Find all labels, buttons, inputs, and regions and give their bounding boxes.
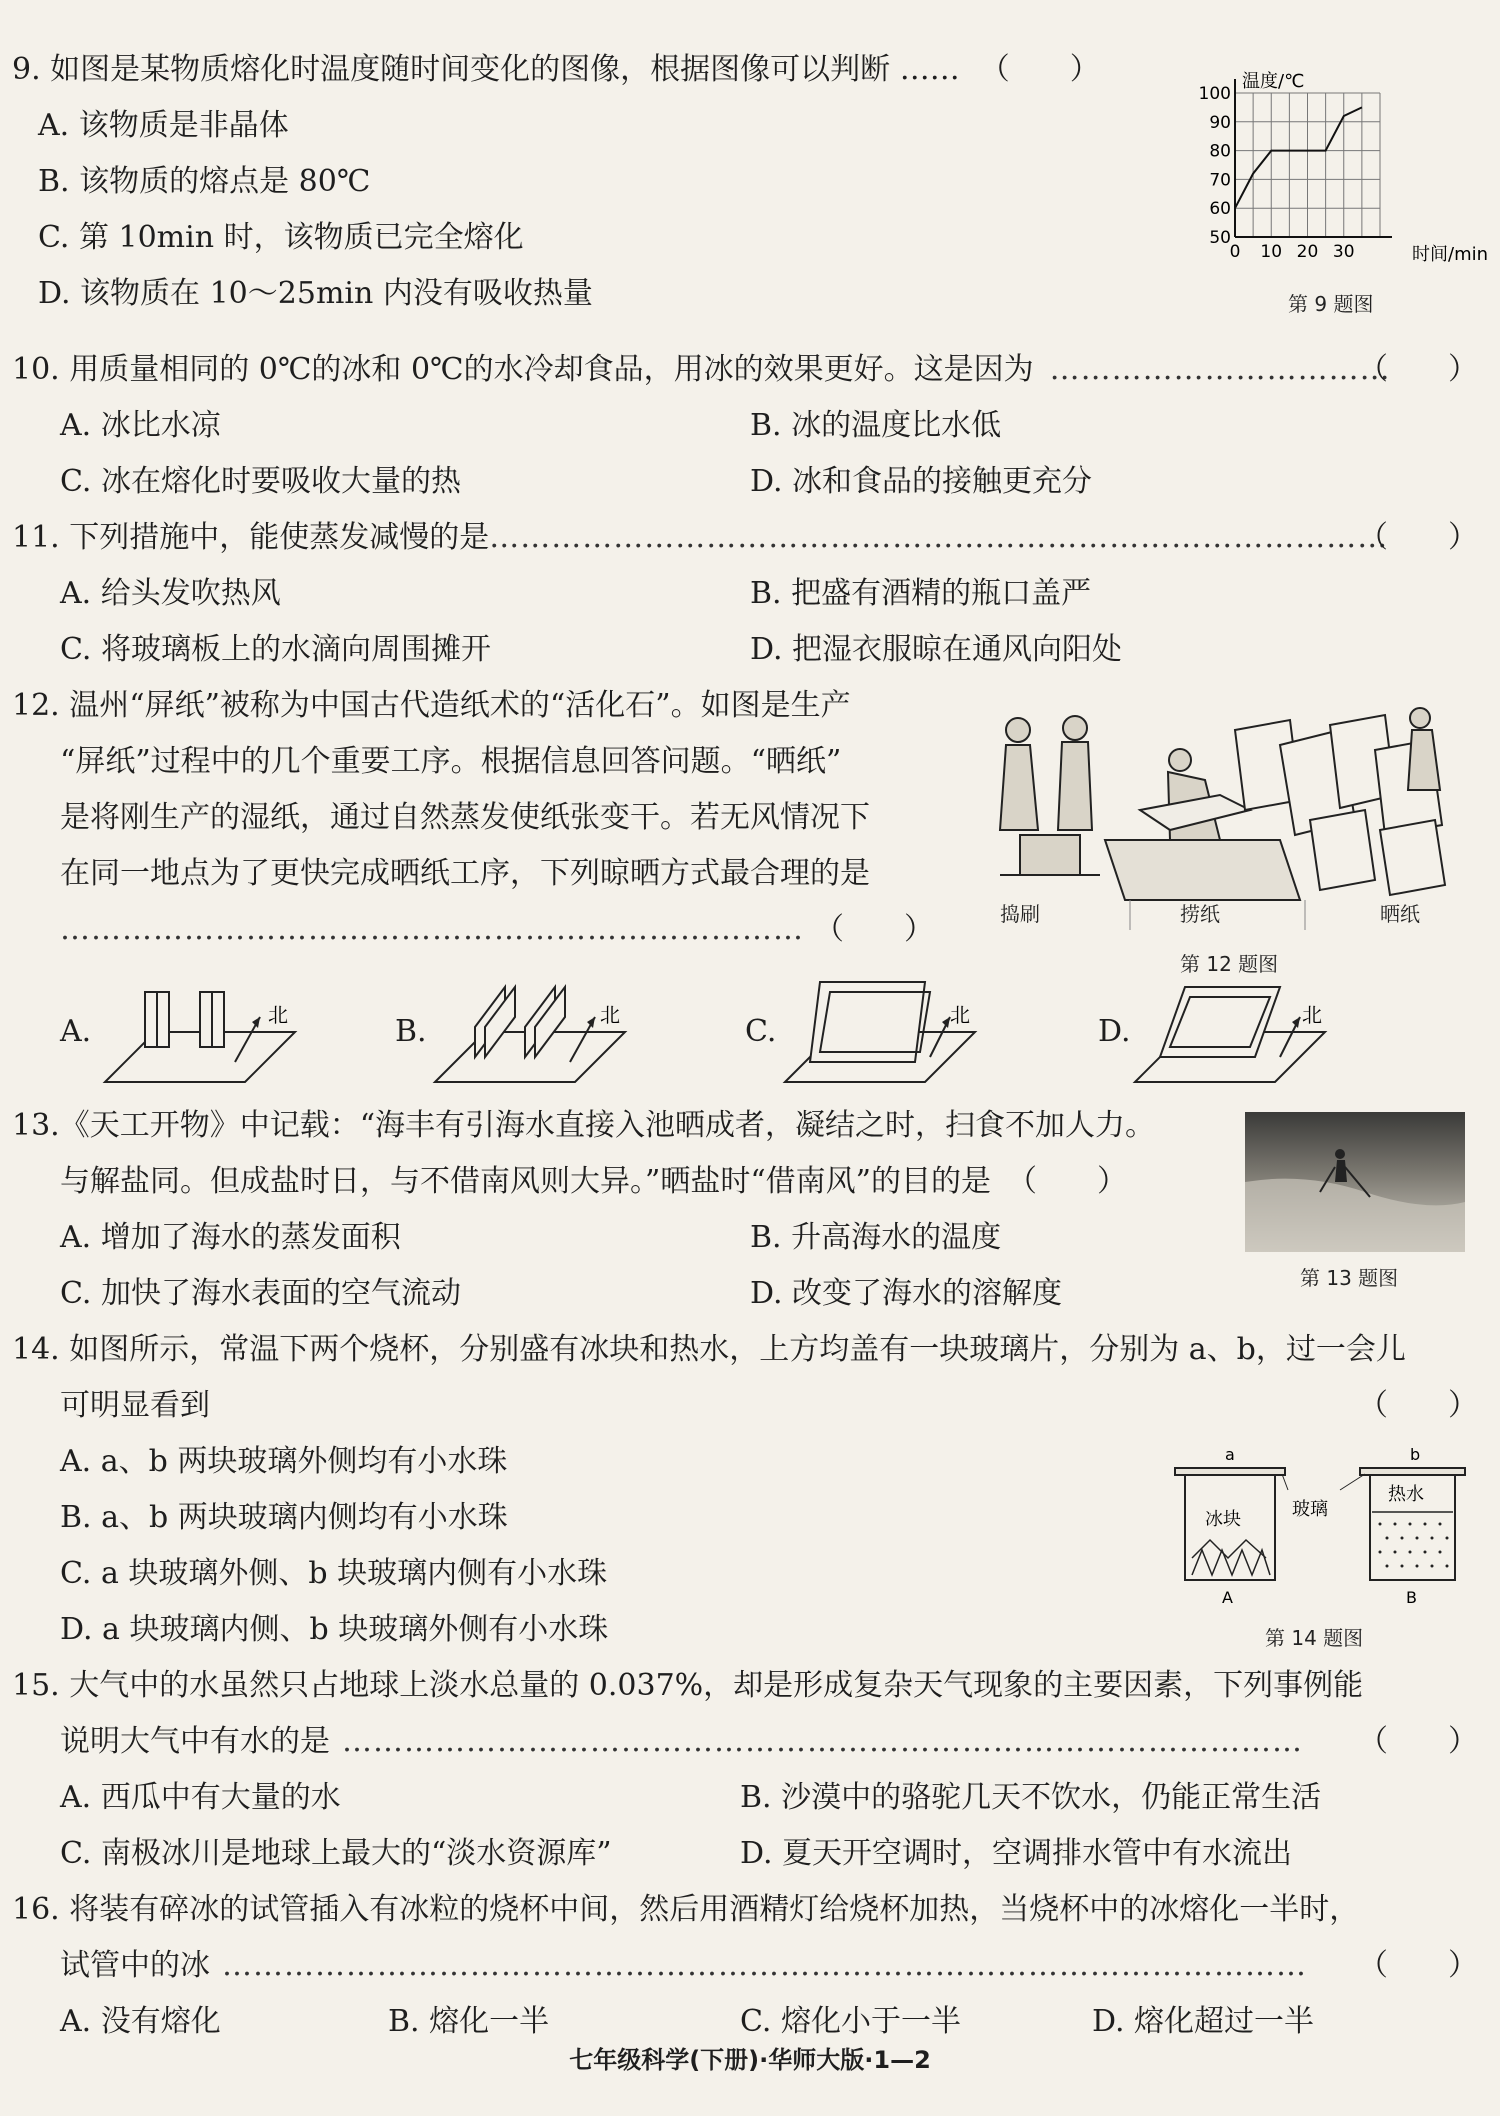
glass-label: 玻璃 xyxy=(1292,1499,1328,1520)
glass-b-label: b xyxy=(1410,1445,1421,1464)
q12-label-drying: 晒纸 xyxy=(1380,902,1420,926)
q11-bracket: （ ） xyxy=(1358,520,1478,555)
q14-option-c[interactable]: C. a 块玻璃外侧、b 块玻璃内侧有小水珠 xyxy=(60,1556,608,1591)
chart-x-tick-label: 0 xyxy=(1229,242,1241,262)
q16-option-a[interactable]: A. 没有熔化 xyxy=(60,2004,221,2039)
chart-y-tick-label: 90 xyxy=(1209,112,1231,133)
chart-x-tick-label: 20 xyxy=(1296,242,1319,262)
chart-x-tick-label: 10 xyxy=(1260,242,1283,262)
chart-y-tick-label: 80 xyxy=(1209,141,1231,162)
q15-bracket: （ ） xyxy=(1358,1724,1478,1759)
q9-caption: 第 9 题图 xyxy=(1288,292,1374,316)
q12-bracket: （ ） xyxy=(814,912,934,947)
chart-xlabel: 时间/min xyxy=(1412,244,1489,265)
q16-dots: …………………………………………………………………………………………… xyxy=(222,1948,1307,1983)
page-footer: 七年级科学(下册)·华师大版·1—2 xyxy=(569,2046,931,2074)
beaker-a-label: A xyxy=(1222,1588,1233,1607)
q11-stem-text: 11. 下列措施中，能使蒸发减慢的是 xyxy=(12,520,490,555)
q13-bracket: （ ） xyxy=(1007,1164,1128,1199)
pounding-figures xyxy=(1000,716,1100,875)
q12-a-north-label: 北 xyxy=(268,1003,288,1027)
q12-b-north-label: 北 xyxy=(600,1003,620,1027)
q12-option-d[interactable]: D. xyxy=(1098,1014,1131,1049)
chart-y-tick-label: 50 xyxy=(1209,228,1231,248)
q9-option-a[interactable]: A. 该物质是非晶体 xyxy=(38,108,289,143)
q12-label-pounding: 捣刷 xyxy=(1000,902,1040,926)
chart-y-tick-label: 60 xyxy=(1209,199,1231,220)
q12-option-c-figure[interactable] xyxy=(780,962,980,1092)
chart-y-ticks xyxy=(1199,84,1231,248)
q12-d-north-label: 北 xyxy=(1302,1003,1322,1027)
q16-line-1: 16. 将装有碎冰的试管插入有冰粒的烧杯中间，然后用酒精灯给烧杯加热，当烧杯中的冰熔化一半时， xyxy=(12,1892,1360,1927)
q12-dots: ……………………………………………………………… xyxy=(60,912,804,947)
q9-bracket: （ ） xyxy=(979,52,1100,87)
chart-ylabel: 温度/℃ xyxy=(1242,71,1305,92)
q12-option-a-figure[interactable] xyxy=(100,962,300,1092)
q13-line-1: 13.《天工开物》中记载：“海丰有引海水直接入池晒成者，凝结之时，扫食不加人力。 xyxy=(12,1108,1156,1143)
q9-option-c[interactable]: C. 第 10min 时，该物质已完全熔化 xyxy=(38,220,524,255)
q14-line-1: 14. 如图所示，常温下两个烧杯，分别盛有冰块和热水，上方均盖有一块玻璃片，分别为 a、b，过一会儿 xyxy=(12,1332,1406,1367)
q14-bracket: （ ） xyxy=(1358,1388,1478,1423)
q15-option-a[interactable]: A. 西瓜中有大量的水 xyxy=(60,1780,341,1815)
chart-grid xyxy=(1235,79,1392,237)
q16-bracket: （ ） xyxy=(1358,1948,1478,1983)
q9-stem xyxy=(12,50,1100,90)
q13-option-b[interactable]: B. 升高海水的温度 xyxy=(750,1220,1002,1255)
q9-option-b[interactable]: B. 该物质的熔点是 80℃ xyxy=(38,164,371,199)
beaker-b-label: B xyxy=(1406,1588,1417,1607)
q12-line-1: 12. 温州“屏纸”被称为中国古代造纸术的“活化石”。如图是生产 xyxy=(12,688,851,723)
q13-option-d[interactable]: D. 改变了海水的溶解度 xyxy=(750,1276,1063,1311)
q12-label-scooping: 捞纸 xyxy=(1180,902,1220,926)
q12-option-b-figure[interactable] xyxy=(430,962,630,1092)
q13-salt-pan-photo xyxy=(1245,1112,1465,1252)
q11-stem xyxy=(12,518,1388,558)
q9-option-d[interactable]: D. 该物质在 10～25min 内没有吸收热量 xyxy=(38,276,593,311)
q16-line-2 xyxy=(60,1946,1307,1986)
q11-option-a[interactable]: A. 给头发吹热风 xyxy=(60,576,281,611)
q14-option-d[interactable]: D. a 块玻璃内侧、b 块玻璃外侧有小水珠 xyxy=(60,1612,609,1647)
q12-option-d-figure[interactable] xyxy=(1130,962,1330,1092)
q10-bracket: （ ） xyxy=(1358,352,1478,387)
q15-dots: ………………………………………………………………………………… xyxy=(342,1724,1303,1759)
q13-line-2 xyxy=(60,1162,1127,1202)
glass-a-label: a xyxy=(1225,1445,1235,1464)
chart-x-ticks xyxy=(1230,242,1355,262)
chart-y-tick-label: 70 xyxy=(1209,170,1231,191)
q15-line-2-text: 说明大气中有水的是 xyxy=(60,1724,330,1759)
q10-stem xyxy=(12,350,1391,390)
q14-line-2: 可明显看到 xyxy=(60,1388,210,1423)
q11-option-b[interactable]: B. 把盛有酒精的瓶口盖严 xyxy=(750,576,1092,611)
ice-blocks xyxy=(1192,1540,1270,1575)
q15-line-1: 15. 大气中的水虽然只占地球上淡水总量的 0.037%，却是形成复杂天气现象的主要因素，下列事例能 xyxy=(12,1668,1364,1703)
q13-option-a[interactable]: A. 增加了海水的蒸发面积 xyxy=(60,1220,401,1255)
chart-x-tick-label: 30 xyxy=(1332,242,1355,262)
q15-option-c[interactable]: C. 南极冰川是地球上最大的“淡水资源库” xyxy=(60,1836,612,1871)
q12-line-3: 是将刚生产的湿纸，通过自然蒸发使纸张变干。若无风情况下 xyxy=(60,800,870,835)
q10-stem-text: 10. 用质量相同的 0℃的冰和 0℃的水冷却食品，用冰的效果更好。这是因为 xyxy=(12,352,1034,387)
q12-option-b[interactable]: B. xyxy=(395,1014,427,1049)
q12-dots-line xyxy=(60,910,934,950)
q14-beakers-figure xyxy=(1170,1440,1470,1610)
q11-dots: …………………………………………………………………………… xyxy=(489,520,1389,555)
q12-option-a[interactable]: A. xyxy=(60,1014,92,1049)
q12-line-2: “屏纸”过程中的几个重要工序。根据信息回答问题。“晒纸” xyxy=(60,744,842,779)
q12-c-north-label: 北 xyxy=(950,1003,970,1027)
q10-option-c[interactable]: C. 冰在熔化时要吸收大量的热 xyxy=(60,464,461,499)
hot-water-label: 热水 xyxy=(1388,1484,1424,1505)
q12-line-4: 在同一地点为了更快完成晒纸工序，下列晾晒方式最合理的是 xyxy=(60,856,870,891)
q15-option-b[interactable]: B. 沙漠中的骆驼几天不饮水，仍能正常生活 xyxy=(740,1780,1322,1815)
q16-option-c[interactable]: C. 熔化小于一半 xyxy=(740,2004,961,2039)
q12-option-c[interactable]: C. xyxy=(745,1014,777,1049)
q10-option-d[interactable]: D. 冰和食品的接触更充分 xyxy=(750,464,1093,499)
ice-label: 冰块 xyxy=(1205,1509,1241,1530)
q13-caption: 第 13 题图 xyxy=(1300,1266,1399,1290)
q11-option-c[interactable]: C. 将玻璃板上的水滴向周围摊开 xyxy=(60,632,491,667)
q16-line-2-text: 试管中的冰 xyxy=(60,1948,210,1983)
q16-option-b[interactable]: B. 熔化一半 xyxy=(388,2004,550,2039)
q10-option-a[interactable]: A. 冰比水凉 xyxy=(60,408,221,443)
q15-line-2 xyxy=(60,1722,1303,1762)
chart-y-tick-label: 100 xyxy=(1198,84,1231,104)
q11-option-d[interactable]: D. 把湿衣服晾在通风向阳处 xyxy=(750,632,1123,667)
q13-line-2-text: 与解盐同。但成盐时日，与不借南风则大异。”晒盐时“借南风”的目的是 xyxy=(60,1164,992,1199)
q14-caption: 第 14 题图 xyxy=(1265,1626,1364,1650)
q12-papermaking-illustration xyxy=(980,690,1470,930)
q9-stem-text: 9. 如图是某物质熔化时温度随时间变化的图像，根据图像可以判断 …… xyxy=(12,52,960,87)
q10-dots: …………………………… xyxy=(1049,352,1391,387)
q14-option-b[interactable]: B. a、b 两块玻璃内侧均有小水珠 xyxy=(60,1500,508,1535)
q10-option-b[interactable]: B. 冰的温度比水低 xyxy=(750,408,1002,443)
q14-option-a[interactable]: A. a、b 两块玻璃外侧均有小水珠 xyxy=(60,1444,508,1479)
water-pattern xyxy=(1379,1523,1449,1568)
q9-melting-chart xyxy=(1190,65,1490,275)
q13-option-c[interactable]: C. 加快了海水表面的空气流动 xyxy=(60,1276,461,1311)
q16-option-d[interactable]: D. 熔化超过一半 xyxy=(1092,2004,1315,2039)
q12-caption: 第 12 题图 xyxy=(1180,952,1279,976)
q15-option-d[interactable]: D. 夏天开空调时，空调排水管中有水流出 xyxy=(740,1836,1293,1871)
chart-series-line xyxy=(1235,107,1362,208)
